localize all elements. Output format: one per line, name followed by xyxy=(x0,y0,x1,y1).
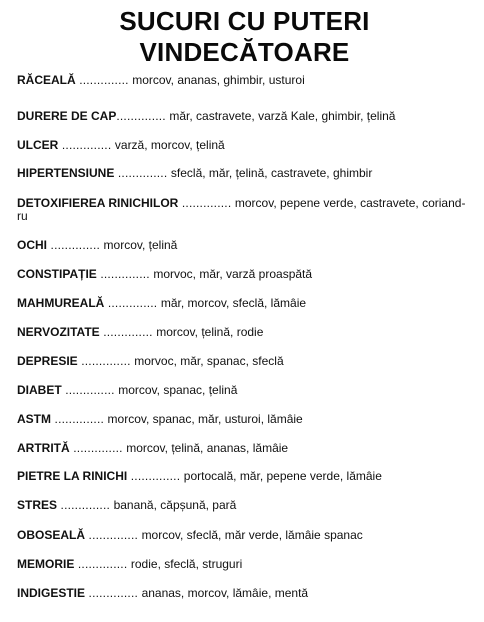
remedy-juices: morvoc, măr, spanac, sfeclă xyxy=(134,354,284,368)
remedy-condition: OBOSEALĂ xyxy=(17,528,86,542)
remedy-condition: DURERE DE CAP xyxy=(17,109,117,123)
remedy-condition: HIPERTENSIUNE xyxy=(17,166,115,180)
remedy-row xyxy=(17,167,472,180)
remedy-juices: morcov, sfeclă, măr verde, lămâie spanac xyxy=(141,528,363,542)
leader-dots: .............. xyxy=(77,354,135,368)
remedy-row xyxy=(17,326,472,339)
title-line-2: VINDECĂTOARE xyxy=(139,37,350,67)
leader-dots: .............. xyxy=(51,412,108,426)
remedy-row xyxy=(17,413,472,426)
leader-dots: .............. xyxy=(75,73,133,87)
remedy-list xyxy=(17,74,472,600)
remedy-condition: MEMORIE xyxy=(17,557,75,571)
leader-dots: .............. xyxy=(114,166,171,180)
leader-dots: .............. xyxy=(61,383,119,397)
remedy-juices: măr, castravete, varză Kale, ghimbir, țelină xyxy=(169,109,396,123)
remedy-row xyxy=(17,268,472,281)
leader-dots: .............. xyxy=(74,557,131,571)
remedy-juices: morvoc, măr, varză proaspătă xyxy=(153,267,313,281)
remedy-condition: ARTRITĂ xyxy=(17,441,70,455)
remedy-juices: varză, morcov, țelină xyxy=(114,138,225,152)
remedy-condition: MAHMUREALĂ xyxy=(17,296,105,310)
leader-dots: .............. xyxy=(99,325,157,339)
remedy-row xyxy=(17,197,472,223)
leader-dots: .............. xyxy=(96,267,154,281)
remedy-row xyxy=(17,442,472,455)
remedy-row xyxy=(17,587,472,600)
remedy-row xyxy=(17,558,472,571)
remedy-condition: STRES xyxy=(17,498,58,512)
remedy-juices: banană, căpșună, pară xyxy=(113,498,237,512)
remedy-juices: morcov, țelină, ananas, lămâie xyxy=(126,441,289,455)
remedy-row xyxy=(17,74,472,87)
remedy-condition: OCHI xyxy=(17,238,47,252)
remedy-row xyxy=(17,384,472,397)
remedy-juices: morcov, ananas, ghimbir, usturoi xyxy=(132,73,305,87)
remedy-condition: INDIGESTIE xyxy=(17,586,86,600)
leader-dots: .............. xyxy=(104,296,161,310)
remedy-row xyxy=(17,470,472,483)
remedy-row xyxy=(17,297,472,310)
leader-dots: .............. xyxy=(57,498,114,512)
leader-dots: .............. xyxy=(127,469,184,483)
leader-dots: .............. xyxy=(85,528,142,542)
remedy-condition: DETOXIFIEREA RINICHILOR xyxy=(17,196,179,210)
remedy-condition: ULCER xyxy=(17,138,59,152)
remedy-condition: PIETRE LA RINICHI xyxy=(17,469,128,483)
remedy-row xyxy=(17,355,472,368)
remedy-juices: morcov, pepene verde, castravete, coriand-ru xyxy=(17,196,466,223)
remedy-row xyxy=(17,139,472,152)
remedy-juices: rodie, sfeclă, struguri xyxy=(130,557,243,571)
remedy-juices: sfeclă, măr, țelină, castravete, ghimbir xyxy=(170,166,373,180)
leader-dots: .............. xyxy=(69,441,127,455)
remedy-row xyxy=(17,239,472,252)
remedy-condition: DIABET xyxy=(17,383,62,397)
remedy-juices: portocală, măr, pepene verde, lămâie xyxy=(183,469,382,483)
leader-dots: .............. xyxy=(47,238,104,252)
remedy-row xyxy=(17,110,472,123)
leader-dots: .............. xyxy=(85,586,142,600)
title-line-1: SUCURI CU PUTERI xyxy=(119,6,370,36)
page-title xyxy=(17,6,472,68)
remedy-juices: morcov, țelină xyxy=(103,238,178,252)
leader-dots: .............. xyxy=(178,196,235,210)
remedy-juices: măr, morcov, sfeclă, lămâie xyxy=(160,296,307,310)
remedy-juices: morcov, spanac, țelină xyxy=(118,383,238,397)
remedy-juices: morcov, țelină, rodie xyxy=(156,325,264,339)
remedy-condition: RĂCEALĂ xyxy=(17,73,76,87)
remedy-condition: ASTM xyxy=(17,412,51,426)
leader-dots: .............. xyxy=(58,138,115,152)
remedy-juices: ananas, morcov, lămâie, mentă xyxy=(141,586,309,600)
remedy-row xyxy=(17,529,472,542)
leader-dots: .............. xyxy=(116,109,170,123)
remedy-juices: morcov, spanac, măr, usturoi, lămâie xyxy=(107,412,303,426)
remedy-condition: CONSTIPAȚIE xyxy=(17,267,97,281)
remedy-row xyxy=(17,499,472,512)
remedy-condition: DEPRESIE xyxy=(17,354,78,368)
remedy-condition: NERVOZITATE xyxy=(17,325,100,339)
